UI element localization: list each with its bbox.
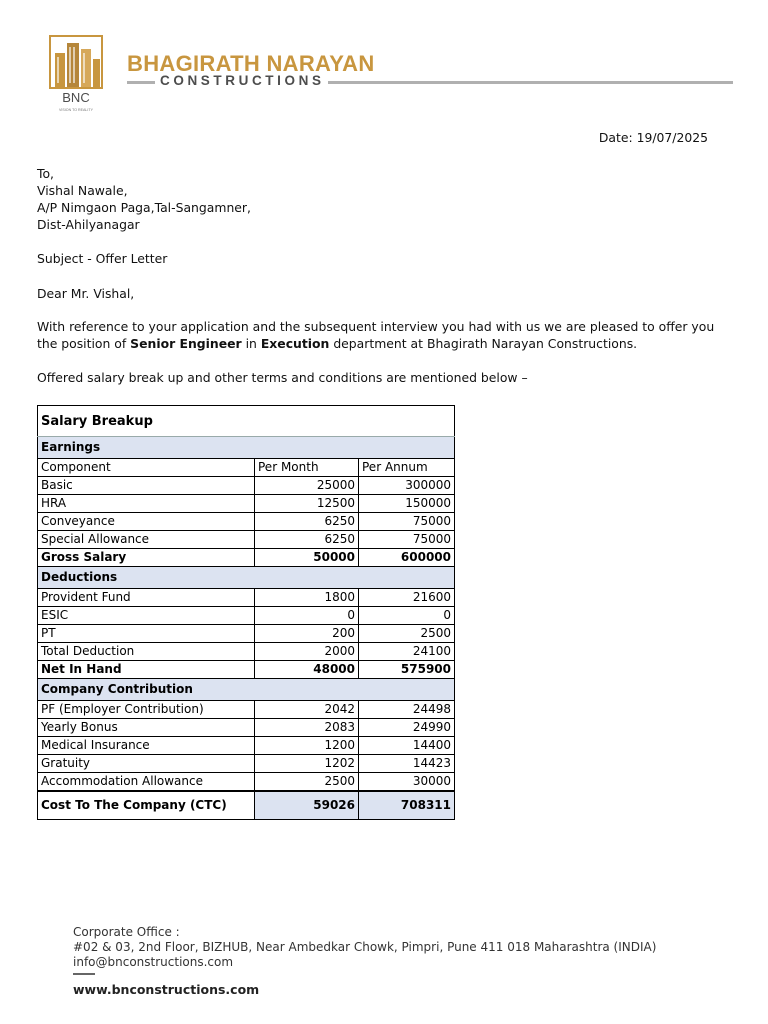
per-month-value: 25000 — [255, 477, 359, 495]
per-month-value: 6250 — [255, 513, 359, 531]
address-line-1: A/P Nimgaon Paga,Tal-Sangamner, — [37, 200, 251, 215]
per-month-value: 48000 — [255, 661, 359, 679]
footer-website: www.bnconstructions.com — [73, 982, 260, 997]
per-month-value: 2042 — [255, 701, 359, 719]
per-annum-value: 300000 — [359, 477, 455, 495]
para-text-2: in — [241, 335, 261, 351]
contribution-row — [38, 701, 455, 719]
gross-salary-row — [38, 549, 455, 567]
deduction-row — [38, 607, 455, 625]
deductions-heading-label: Deductions — [38, 567, 455, 589]
offered-department: Execution — [260, 335, 330, 351]
row-label: PF (Employer Contribution) — [38, 701, 255, 719]
per-annum-value: 0 — [359, 607, 455, 625]
salary-intro: Offered salary break up and other terms and conditions are mentioned below – — [37, 370, 528, 385]
letter-date: Date: 19/07/2025 — [598, 130, 708, 145]
header-rule-right — [328, 81, 733, 84]
per-month-value: 6250 — [255, 531, 359, 549]
per-annum-value: 708311 — [359, 791, 455, 820]
row-label: ESIC — [38, 607, 255, 625]
column-header-row — [38, 459, 455, 477]
deduction-row — [38, 589, 455, 607]
deduction-row — [38, 625, 455, 643]
row-label: Total Deduction — [38, 643, 255, 661]
row-label: PT — [38, 625, 255, 643]
deduction-row — [38, 643, 455, 661]
per-month-value: 2083 — [255, 719, 359, 737]
footer-address: #02 & 03, 2nd Floor, BIZHUB, Near Ambedkar Chowk, Pimpri, Pune 411 018 Maharashtra (INDIA) — [73, 940, 657, 954]
per-annum-value: 24990 — [359, 719, 455, 737]
column-header: Per Annum — [359, 459, 455, 477]
per-month-value: 1200 — [255, 737, 359, 755]
para-text-1: With reference to your application and the subsequent interview you had with us we are pleased to offer you the position of — [37, 319, 715, 351]
per-month-value: 200 — [255, 625, 359, 643]
company-subtitle: CONSTRUCTIONS — [160, 73, 325, 88]
contribution-row — [38, 737, 455, 755]
per-month-value: 2000 — [255, 643, 359, 661]
per-annum-value: 21600 — [359, 589, 455, 607]
per-month-value: 50000 — [255, 549, 359, 567]
contribution-row — [38, 773, 455, 792]
company-logo — [49, 35, 103, 113]
row-label: Cost To The Company (CTC) — [38, 791, 255, 820]
per-annum-value: 75000 — [359, 513, 455, 531]
per-month-value: 12500 — [255, 495, 359, 513]
per-annum-value: 575900 — [359, 661, 455, 679]
letter-subject: Subject - Offer Letter — [37, 251, 168, 266]
per-annum-value: 30000 — [359, 773, 455, 792]
contribution-row — [38, 719, 455, 737]
footer-office-label: Corporate Office : — [73, 925, 180, 939]
recipient-address — [37, 166, 251, 234]
per-month-value: 0 — [255, 607, 359, 625]
per-annum-value: 150000 — [359, 495, 455, 513]
recipient-name: Vishal Nawale, — [37, 183, 128, 198]
per-annum-value: 24100 — [359, 643, 455, 661]
para-text-3: department at Bhagirath Narayan Constructions. — [329, 335, 638, 351]
column-header: Component — [38, 459, 255, 477]
per-month-value: 1202 — [255, 755, 359, 773]
row-label: Conveyance — [38, 513, 255, 531]
contribution-row — [38, 755, 455, 773]
per-annum-value: 600000 — [359, 549, 455, 567]
ctc-row — [38, 791, 455, 820]
per-month-value: 2500 — [255, 773, 359, 792]
per-annum-value: 14400 — [359, 737, 455, 755]
per-month-value: 1800 — [255, 589, 359, 607]
row-label: HRA — [38, 495, 255, 513]
row-label: Special Allowance — [38, 531, 255, 549]
offer-paragraph — [37, 319, 717, 352]
company-contribution-heading — [38, 679, 455, 701]
per-annum-value: 24498 — [359, 701, 455, 719]
address-line-2: Dist-Ahilyanagar — [37, 217, 140, 232]
to-line: To, — [37, 166, 54, 181]
net-in-hand-row — [38, 661, 455, 679]
offered-position: Senior Engineer — [130, 335, 242, 351]
table-title: Salary Breakup — [38, 406, 455, 437]
salary-breakup-table — [37, 405, 455, 820]
row-label: Provident Fund — [38, 589, 255, 607]
row-label: Gratuity — [38, 755, 255, 773]
earnings-row — [38, 513, 455, 531]
earnings-row — [38, 531, 455, 549]
per-annum-value: 75000 — [359, 531, 455, 549]
earnings-heading: Earnings — [38, 437, 455, 459]
company-name: BHAGIRATH NARAYAN — [127, 51, 375, 76]
per-annum-value: 2500 — [359, 625, 455, 643]
deductions-heading — [38, 567, 455, 589]
earnings-row — [38, 477, 455, 495]
logo-tagline: VISION TO REALITY — [58, 108, 94, 112]
column-header: Per Month — [255, 459, 359, 477]
header-rule-left — [127, 81, 155, 84]
footer-email: info@bnconstructions.com — [73, 955, 234, 969]
row-label: Gross Salary — [38, 549, 255, 567]
per-annum-value: 14423 — [359, 755, 455, 773]
row-label: Yearly Bonus — [38, 719, 255, 737]
row-label: Basic — [38, 477, 255, 495]
footer-rule — [73, 973, 95, 975]
row-label: Accommodation Allowance — [38, 773, 255, 792]
row-label: Medical Insurance — [38, 737, 255, 755]
earnings-row — [38, 495, 455, 513]
logo-text: BNC — [62, 90, 90, 105]
per-month-value: 59026 — [255, 791, 359, 820]
letter-greeting: Dear Mr. Vishal, — [37, 286, 135, 301]
company-contribution-heading-label: Company Contribution — [38, 679, 455, 701]
row-label: Net In Hand — [38, 661, 255, 679]
